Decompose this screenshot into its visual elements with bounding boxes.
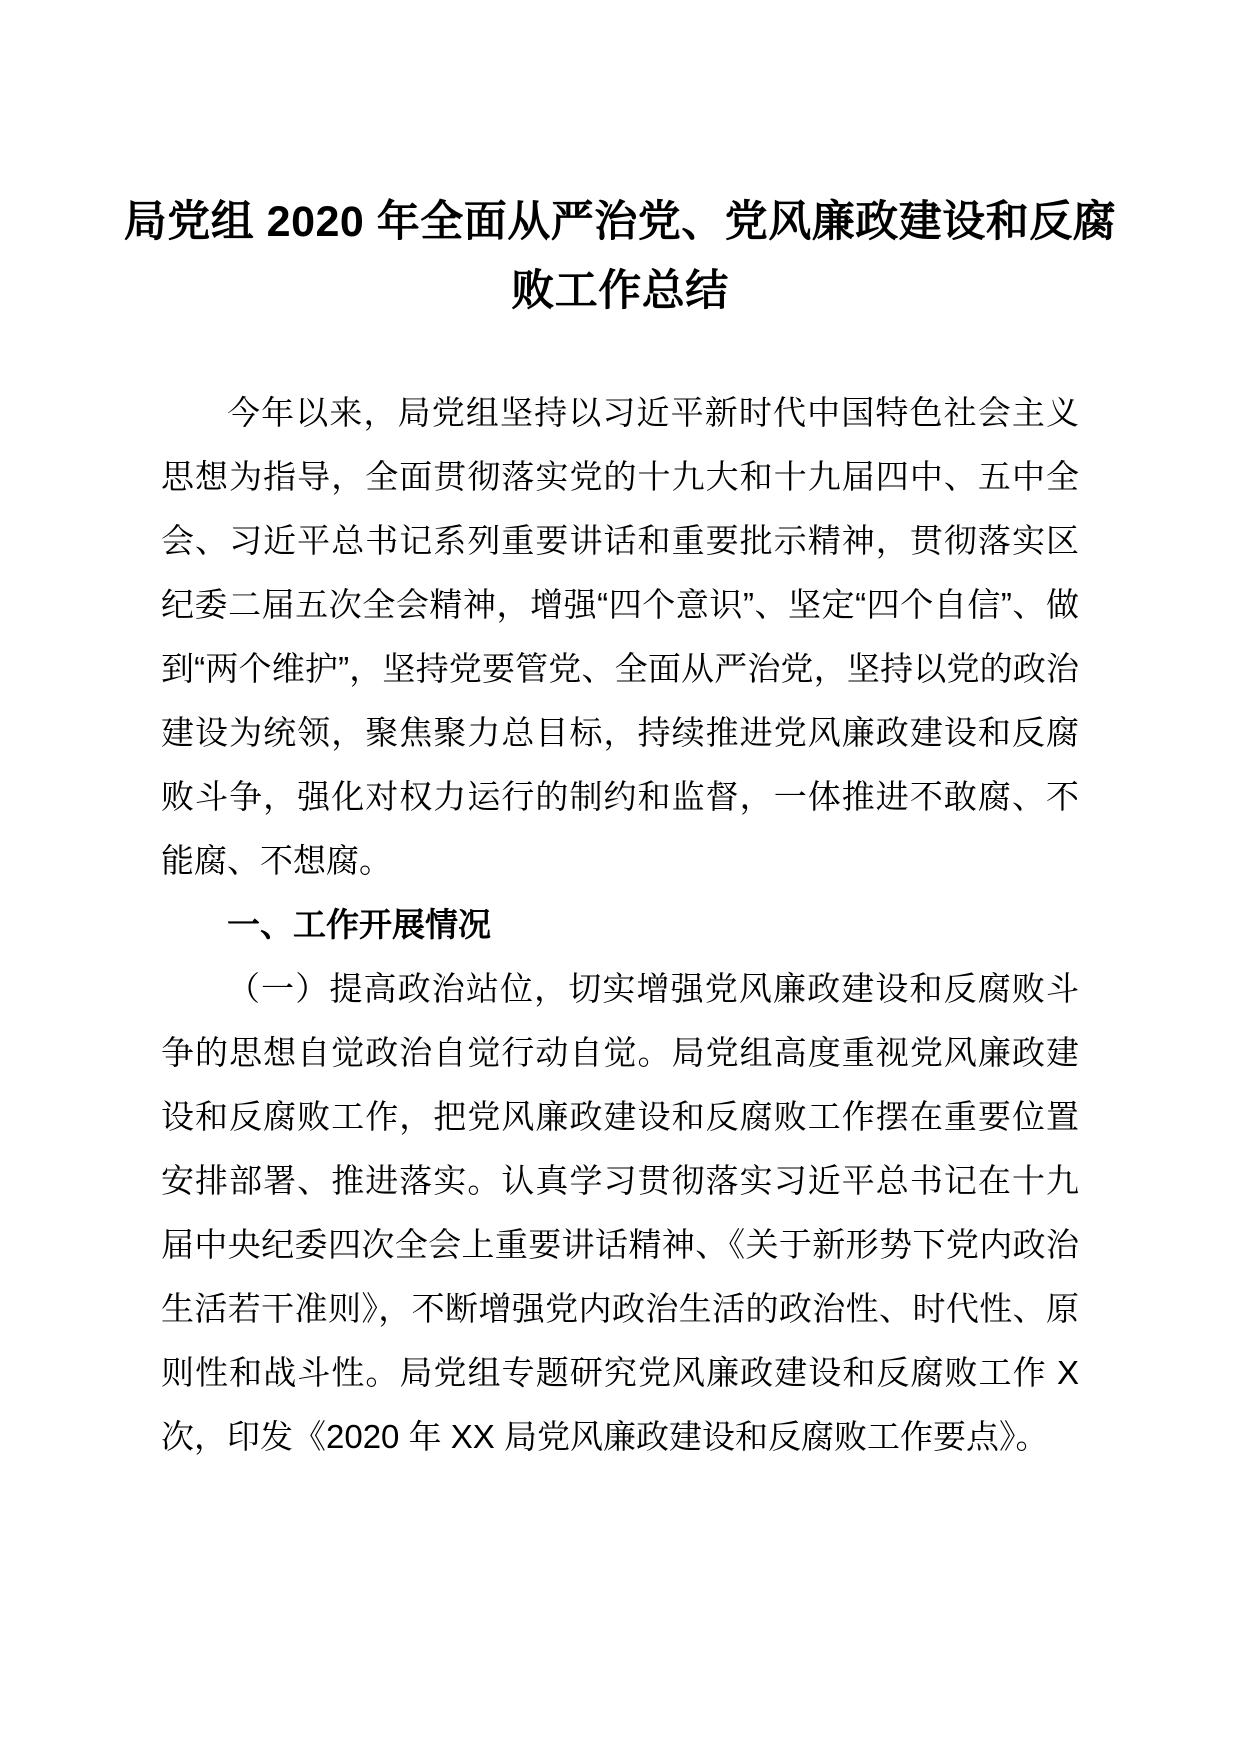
document-title: 局党组 2020 年全面从严治党、党风廉政建设和反腐败工作总结: [123, 198, 1117, 315]
paragraph-section-1-item-1: （一）提高政治站位，切实增强党风廉政建设和反腐败斗争的思想自觉政治自觉行动自觉。局党组高度重视党风廉政建设和反腐败工作，把党风廉政建设和反腐败工作摆在重要位置安排部署、推进落实。认真学习贯彻落实习近平总书记在十九届中央纪委四次全会上重要讲话精神、《关于新形势下党内政治生活若干准则》，不断增强党内政治生活的政治性、时代性、原则性和战斗性。局党组专题研究党风廉政建设和反腐败工作 X 次，印发《2020 年 XX 局党风廉政建设和反腐败工作要点》。: [161, 970, 1079, 1455]
section-heading-work-progress: 一、工作开展情况: [227, 906, 491, 943]
paragraph-intro: 今年以来，局党组坚持以习近平新时代中国特色社会主义思想为指导，全面贯彻落实党的十九大和十九届四中、五中全会、习近平总书记系列重要讲话和重要批示精神，贯彻落实区纪委二届五次全会精神，增强“四个意识”、坚定“四个自信”、做到“两个维护”，坚持党要管党、全面从严治党，坚持以党的政治建设为统领，聚焦聚力总目标，持续推进党风廉政建设和反腐败斗争，强化对权力运行的制约和监督，一体推进不敢腐、不能腐、不想腐。: [161, 394, 1079, 879]
